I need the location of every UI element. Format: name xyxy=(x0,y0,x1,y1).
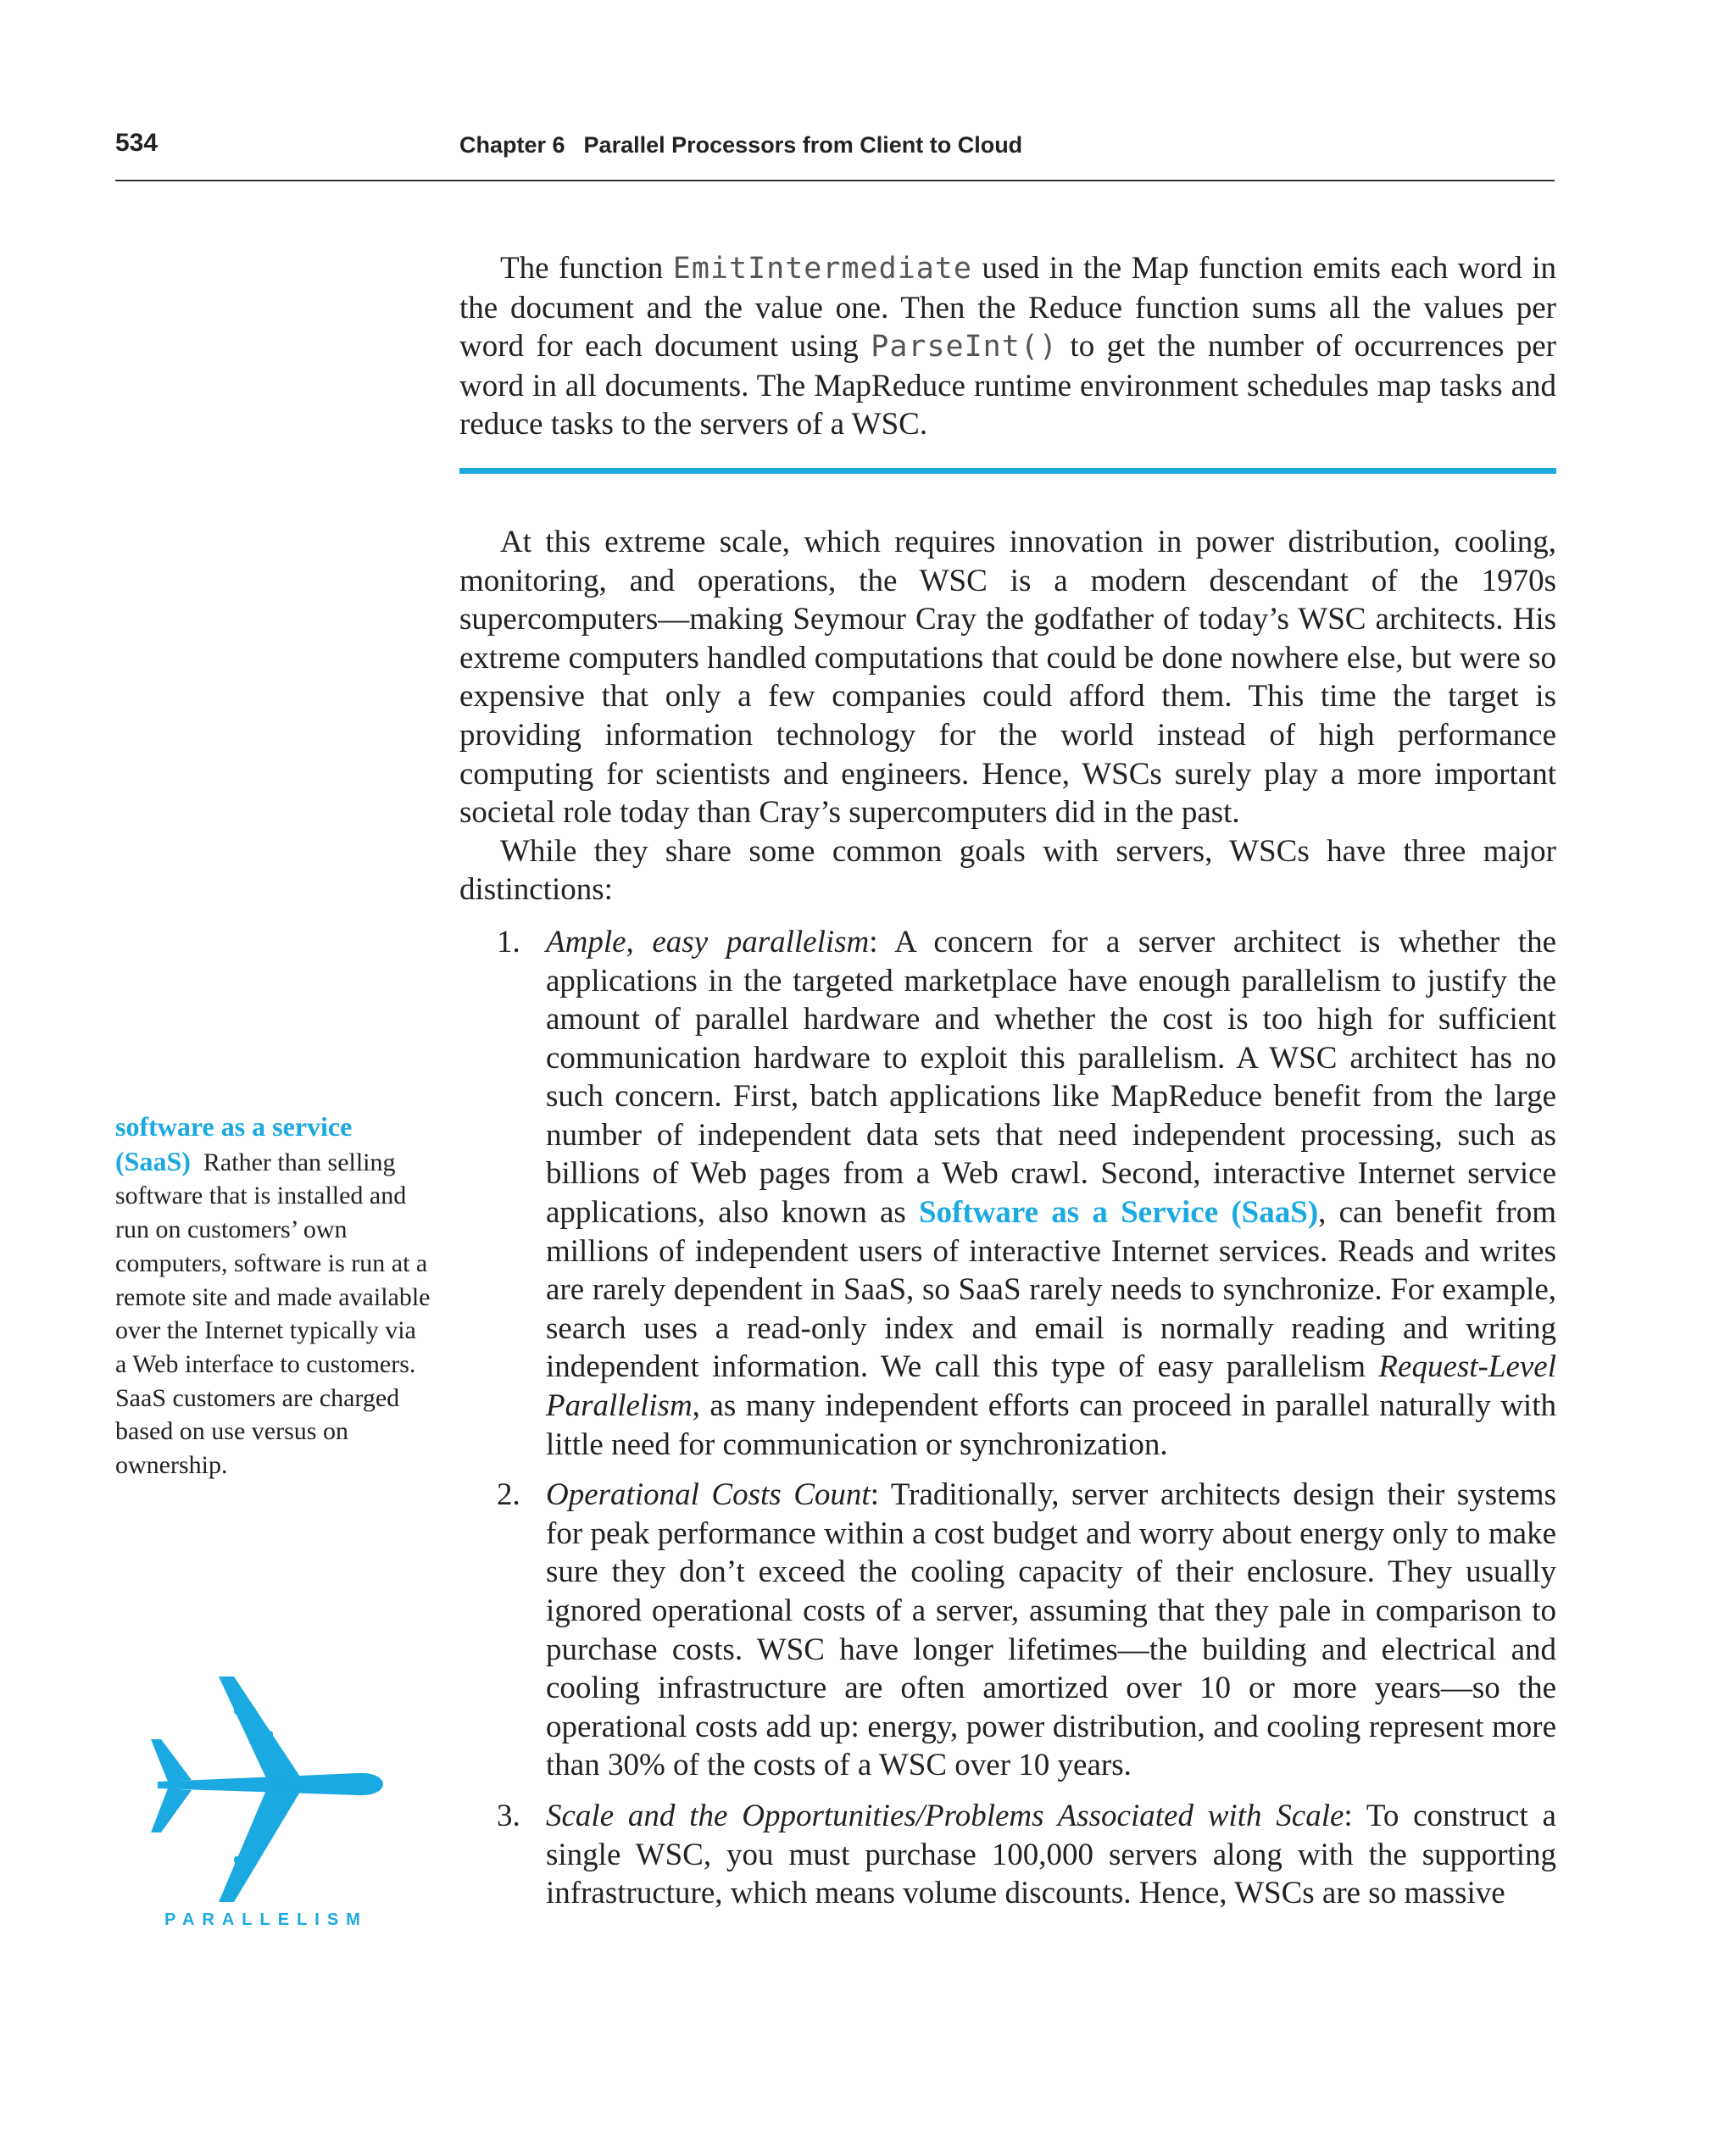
key-term-request-level-parallelism: Request-Level Parallelism xyxy=(546,1349,1556,1424)
margin-term: software as a service (SaaS) xyxy=(115,1111,353,1176)
intro-text-a: The function xyxy=(500,251,673,286)
main-text xyxy=(459,249,1556,1925)
list-item xyxy=(459,923,1556,1464)
section-divider xyxy=(459,468,1556,474)
list-item-text: : Traditionally, server architects design their systems for peak performance within a cost budget and worry about energy only to make sure they don’t exceed the cooling capacity of their enclosure. They usually ignored operational costs of a server, assuming that they pale in comparison to purchase costs. WSC have longer lifetimes—the building and electrical and cooling infrastructure are often amortized over 10 or more years—so the operational costs add up: energy, power distribution, and cooling represent more than 30% of the costs of a WSC over 10 years. xyxy=(546,1477,1556,1783)
list-item-title: Ample, easy parallelism xyxy=(546,924,870,959)
margin-definition-text: Rather than selling software that is installed and run on customers’ own computers, software is run at a remote site and made available over the Internet typically via a Web interface to customers. SaaS customers are charged based on use versus on ownership. xyxy=(115,1148,431,1480)
list-item-text: : A concern for a server architect is whether the applications in the targeted marketplace have enough parallelism to justify the amount of parallel hardware and whether the cost is too high for sufficient communication hardware to exploit this parallelism. A WSC architect has no such concern. First, batch applications like MapReduce benefit from the large number of independent data sets that need independent processing, such as billions of Web pages from a Web crawl. Second, interactive Internet service applications, also known as xyxy=(546,924,1557,1231)
list-item xyxy=(459,1797,1556,1913)
icon-caption: PARALLELISM xyxy=(164,1910,368,1929)
intro-text-c: to get the number of occurrences per word in all documents. The MapReduce runtime environment schedules map tasks and reduce tasks to the servers of a WSC. xyxy=(459,329,1556,442)
body-paragraph-2: While they share some common goals with servers, WSCs have three major distinctions: xyxy=(459,833,1556,908)
list-number: 3. xyxy=(497,1798,520,1833)
list-item-text: , as many independent efforts can proceed in parallel naturally with little need for communication or synchronization. xyxy=(546,1388,1556,1462)
airplane-icon-graphic xyxy=(149,1677,383,1904)
distinctions-list xyxy=(459,923,1556,1913)
list-item xyxy=(459,1476,1556,1785)
list-number: 2. xyxy=(497,1477,520,1513)
margin-definition xyxy=(115,1110,431,1482)
body-paragraph-1: At this extreme scale, which requires innovation in power distribution, cooling, monitoring, and operations, the WSC is a modern descendant of the 1970s supercomputers—making Seymour Cray the godfather of today’s WSC architects. His extreme computers handled computations that could be done nowhere else, but were so expensive that only a few companies could afford them. This time the target is providing information technology for the world instead of high performance computing for scientists and engineers. Hence, WSCs surely play a more important societal role today than Cray’s supercomputers did in the past. xyxy=(459,524,1556,831)
page-number: 534 xyxy=(115,129,159,157)
list-item-title: Scale and the Opportunities/Problems Associated with Scale xyxy=(546,1798,1344,1833)
chapter-label: Chapter 6 xyxy=(459,132,565,158)
running-head xyxy=(459,132,1022,158)
key-term-saas: Software as a Service (SaaS) xyxy=(918,1195,1319,1231)
list-item-title: Operational Costs Count xyxy=(546,1477,871,1513)
intro-text-b: used in the Map function emits each word in the document and the value one. Then the Reduce function sums all the values per word for each document using xyxy=(459,251,1556,364)
list-item-text: : To construct a single WSC, you must purchase 100,000 servers along with the supporting infrastructure, which means volume discounts. Hence, WSCs are so massive xyxy=(546,1798,1556,1911)
chapter-title: Parallel Processors from Client to Cloud xyxy=(583,132,1023,158)
code-parse-int: ParseInt() xyxy=(871,330,1058,364)
list-number: 1. xyxy=(497,924,520,959)
code-emit-intermediate: EmitIntermediate xyxy=(672,252,972,286)
intro-paragraph xyxy=(459,249,1556,444)
running-header xyxy=(115,129,1555,181)
airplane-icon xyxy=(149,1677,383,1904)
list-item-text: , can benefit from millions of independent users of interactive Internet services. Reads and writes are rarely dependent in SaaS, so SaaS rarely needs to synchronize. For example, search uses a read-only index and email is normally reading and writing independent information. We call this type of easy parallelism xyxy=(546,1195,1556,1385)
